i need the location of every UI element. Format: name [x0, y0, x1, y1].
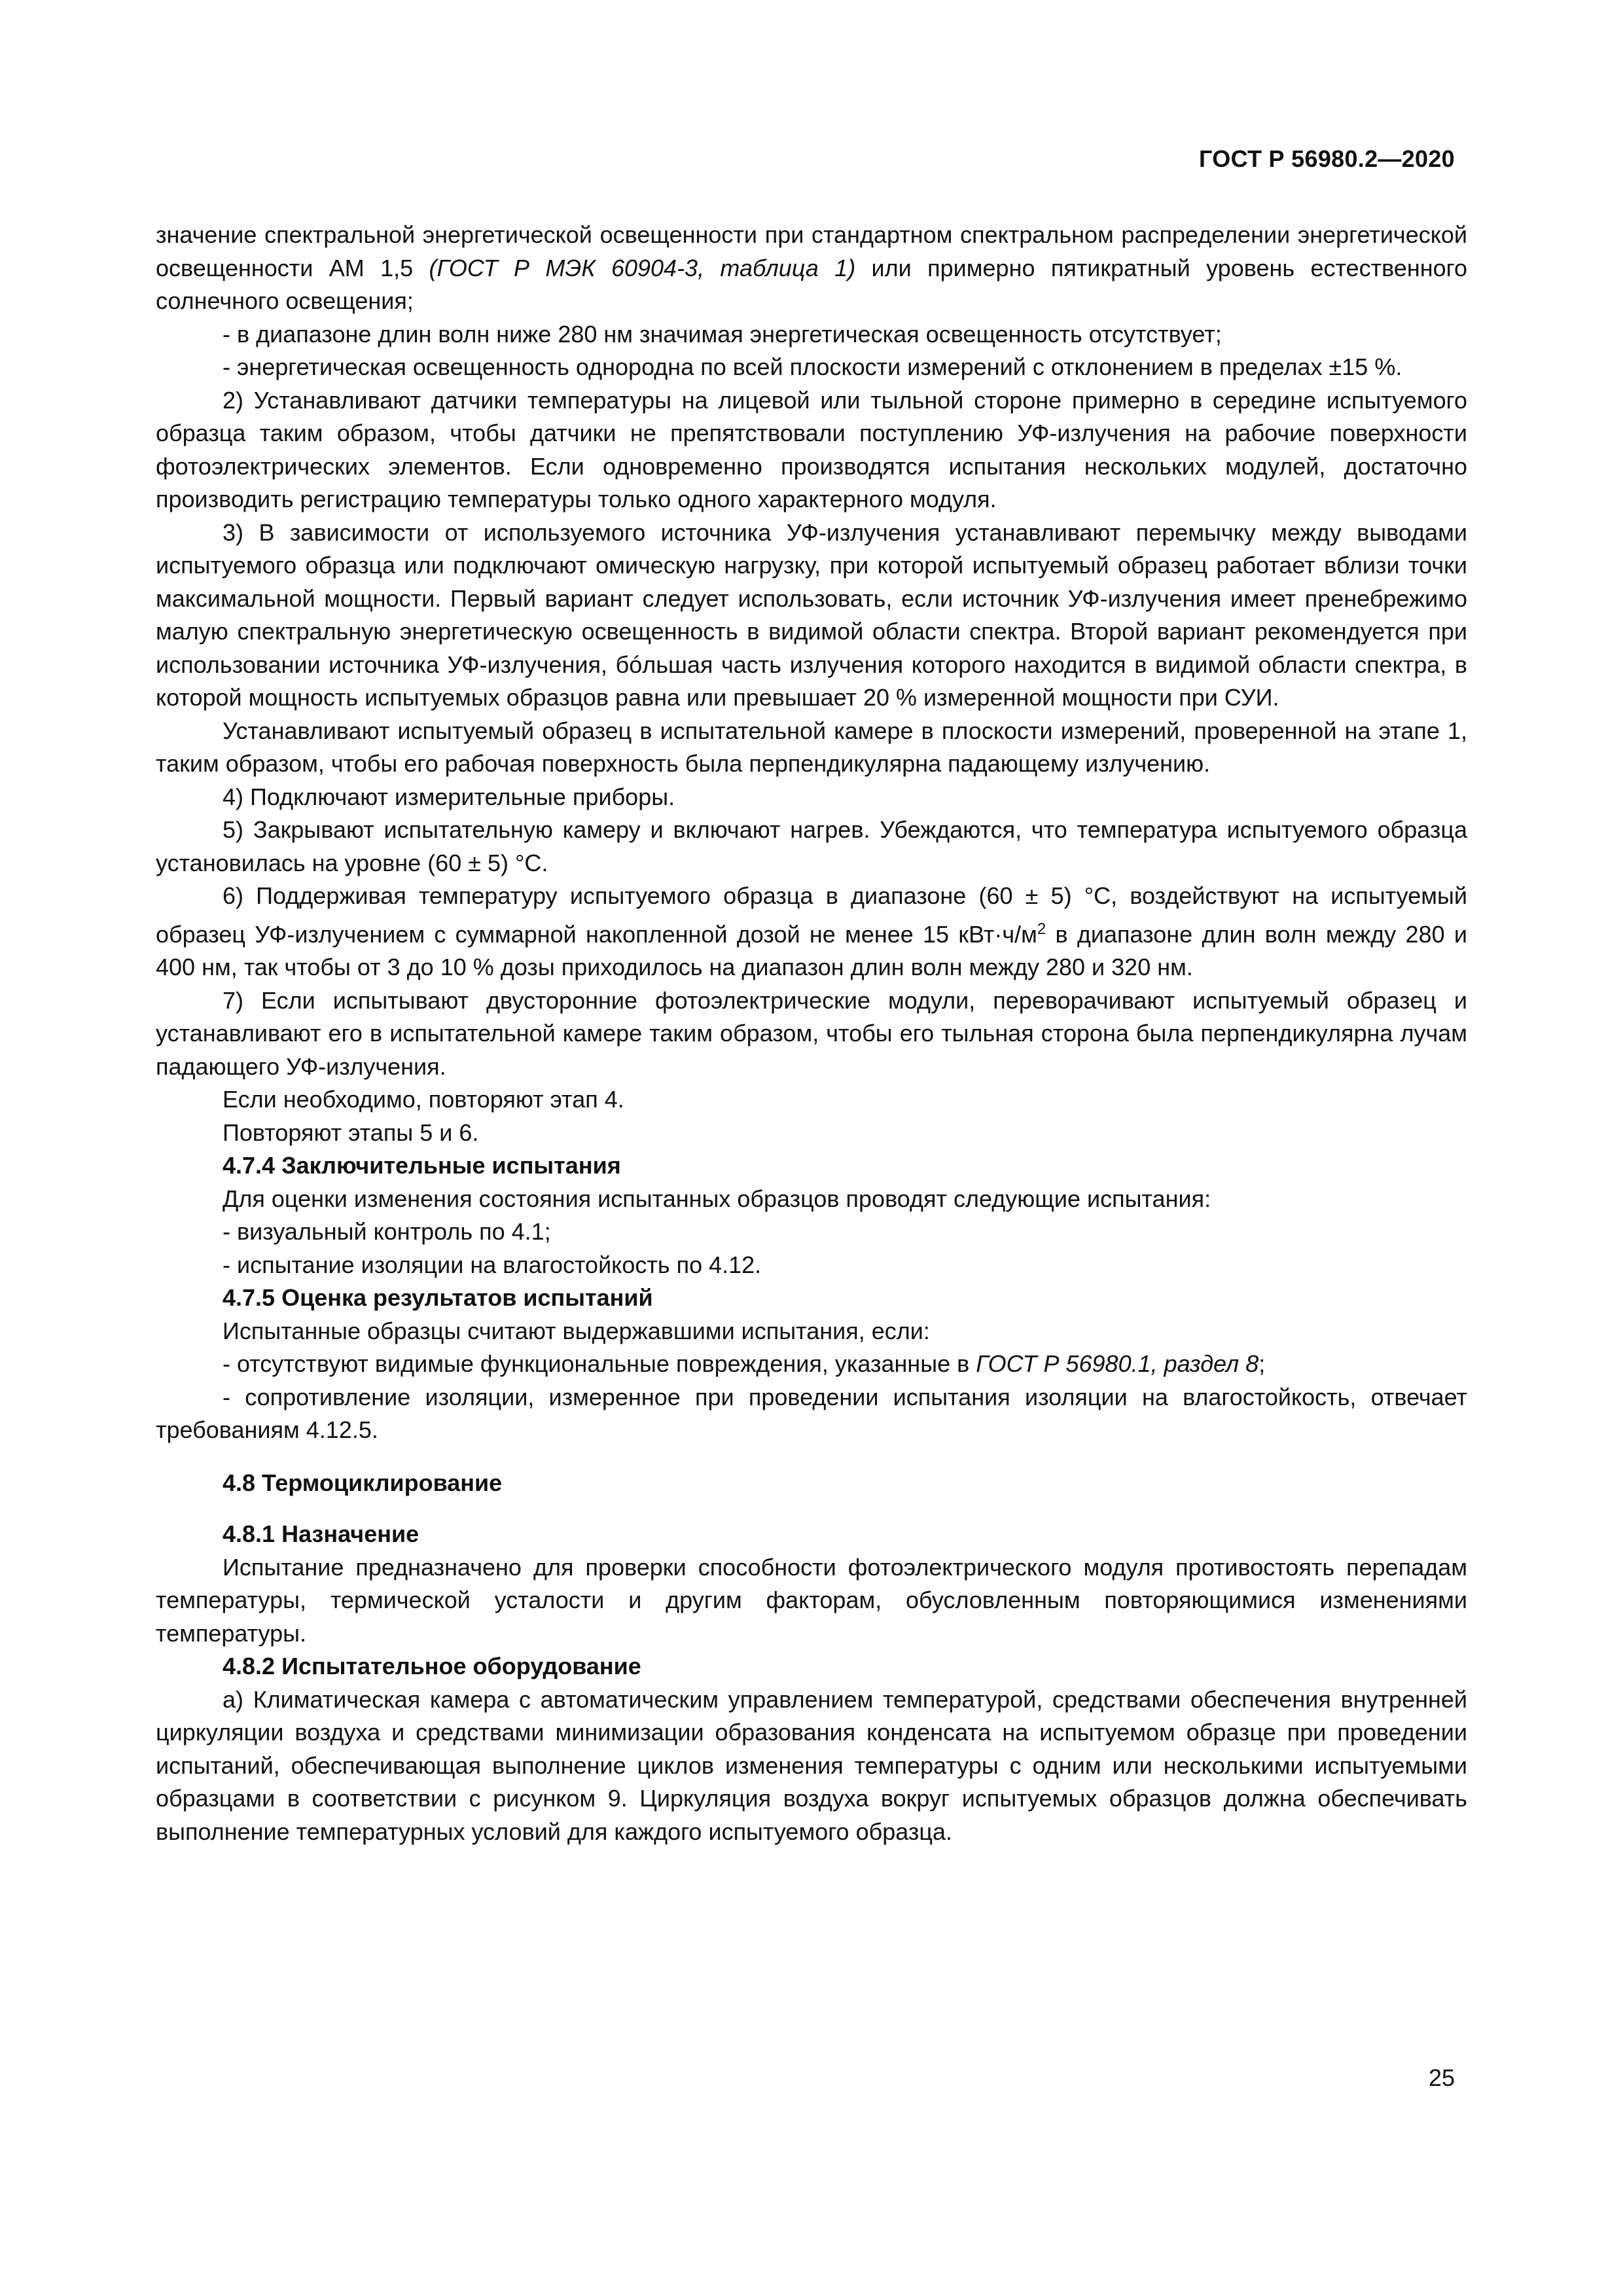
list-item: - испытание изоляции на влагостойкость по 4.12.: [223, 1251, 762, 1278]
paragraph: [156, 219, 1467, 318]
standard-reference: (ГОСТ Р МЭК 60904-3, таблица 1): [429, 254, 856, 281]
section-heading: 4.8 Термоциклирование: [223, 1469, 503, 1496]
paragraph-text: в диапазоне длин волн между 280 и 400 нм, так чтобы от 3 до 10 % дозы приходилось на диапазон длин волн между 280 и 320 нм.: [156, 920, 1467, 980]
list-item: - энергетическая освещенность однородна по всей плоскости измерений с отклонением в пределах ±15 %.: [223, 353, 1402, 380]
paragraph: Испытанные образцы считают выдержавшими испытания, если:: [223, 1317, 930, 1344]
paragraph: Если необходимо, повторяют этап 4.: [223, 1086, 624, 1113]
paragraph: Для оценки изменения состояния испытанных образцов проводят следующие испытания:: [223, 1185, 1211, 1212]
paragraph-text: 6) Поддерживая температуру испытуемого образца в диапазоне (60 ± 5) °С, воздействуют на испытуемый образец УФ-излучением с суммарной накопленной дозой не менее 15 кВт·ч/м: [156, 882, 1467, 948]
list-item: - в диапазоне длин волн ниже 280 нм значимая энергетическая освещенность отсутствует;: [223, 320, 1222, 348]
paragraph-text: или примерно пятикратный уровень естественного солнечного освещения;: [156, 254, 1468, 314]
section-heading: 4.7.4 Заключительные испытания: [223, 1152, 621, 1179]
step-4: 4) Подключают измерительные приборы.: [223, 783, 675, 810]
step-5: 5) Закрывают испытательную камеру и включают нагрев. Убеждаются, что температура испытуемого образца установилась на уровне (60 ± 5) °С.: [156, 816, 1467, 876]
document-id-header: ГОСТ Р 56980.2—2020: [1199, 145, 1455, 172]
paragraph: а) Климатическая камера с автоматическим управлением температурой, средствами обеспечения внутренней циркуляции воздуха и средствами минимизации образования конденсата на испытуемом образце при проведении испытаний, обеспечивающая выполнение циклов изменения температуры с одним или несколькими испытуемыми образцами в соответствии с рисунком 9. Циркуляция воздуха вокруг испытуемых образцов должна обеспечивать выполнение температурных условий для каждого испытуемого образца.: [156, 1685, 1467, 1845]
page-number: 25: [1428, 2064, 1455, 2091]
list-item: [156, 1348, 1467, 1381]
paragraph: Повторяют этапы 5 и 6.: [223, 1119, 479, 1146]
section-heading: 4.7.5 Оценка результатов испытаний: [223, 1284, 653, 1311]
section-heading: 4.8.2 Испытательное оборудование: [223, 1653, 641, 1679]
section-heading: 4.8.1 Назначение: [223, 1520, 419, 1547]
standard-reference: ГОСТ Р 56980.1, раздел 8: [976, 1350, 1259, 1377]
list-item: - визуальный контроль по 4.1;: [223, 1218, 551, 1245]
paragraph: Испытание предназначено для проверки способности фотоэлектрического модуля противостоять перепадам температуры, термической усталости и другим факторам, обусловленным повторяющимися изменениями температуры.: [156, 1553, 1467, 1647]
list-item: - сопротивление изоляции, измеренное при проведении испытания изоляции на влагостойкость, отвечает требованиям 4.12.5.: [156, 1383, 1467, 1443]
step-6: [156, 880, 1467, 984]
paragraph-text: значение спектральной энергетической освещенности при стандартном спектральном распределении энергетической освещенности AM 1,5: [156, 221, 1467, 281]
paragraph-text: - отсутствуют видимые функциональные повреждения, указанные в: [223, 1350, 976, 1377]
paragraph: Устанавливают испытуемый образец в испытательной камере в плоскости измерений, проверенной на этапе 1, таким образом, чтобы его рабочая поверхность была перпендикулярна падающему излучению.: [156, 717, 1467, 777]
paragraph-text: ;: [1258, 1350, 1266, 1377]
step-2: 2) Устанавливают датчики температуры на лицевой или тыльной стороне примерно в середине испытуемого образца таким образом, чтобы датчики не препятствовали поступлению УФ-излучения на рабочие поверхности фотоэлектрических элементов. Если одновременно производятся испытания нескольких модулей, достаточно производить регистрацию температуры только одного характерного модуля.: [156, 386, 1467, 512]
step-3: 3) В зависимости от используемого источника УФ-излучения устанавливают перемычку между выводами испытуемого образца или подключают омическую нагрузку, при которой испытуемый образец работает вблизи точки максимальной мощности. Первый вариант следует использовать, если источник УФ-излучения имеет пренебрежимо малую спектральную энергетическую освещенность в видимой области спектра. Второй вариант рекомендуется при использовании источника УФ-излучения, бóльшая часть излучения которого находится в видимой области спектра, в которой мощность испытуемых образцов равна или превышает 20 % измеренной мощности при СУИ.: [156, 518, 1467, 711]
superscript: 2: [1037, 920, 1046, 938]
step-7: 7) Если испытывают двусторонние фотоэлектрические модули, переворачивают испытуемый образец и устанавливают его в испытательной камере таким образом, чтобы его тыльная сторона была перпендикулярна лучам падающего УФ-излучения.: [156, 986, 1467, 1080]
document-body: [156, 219, 1467, 1848]
